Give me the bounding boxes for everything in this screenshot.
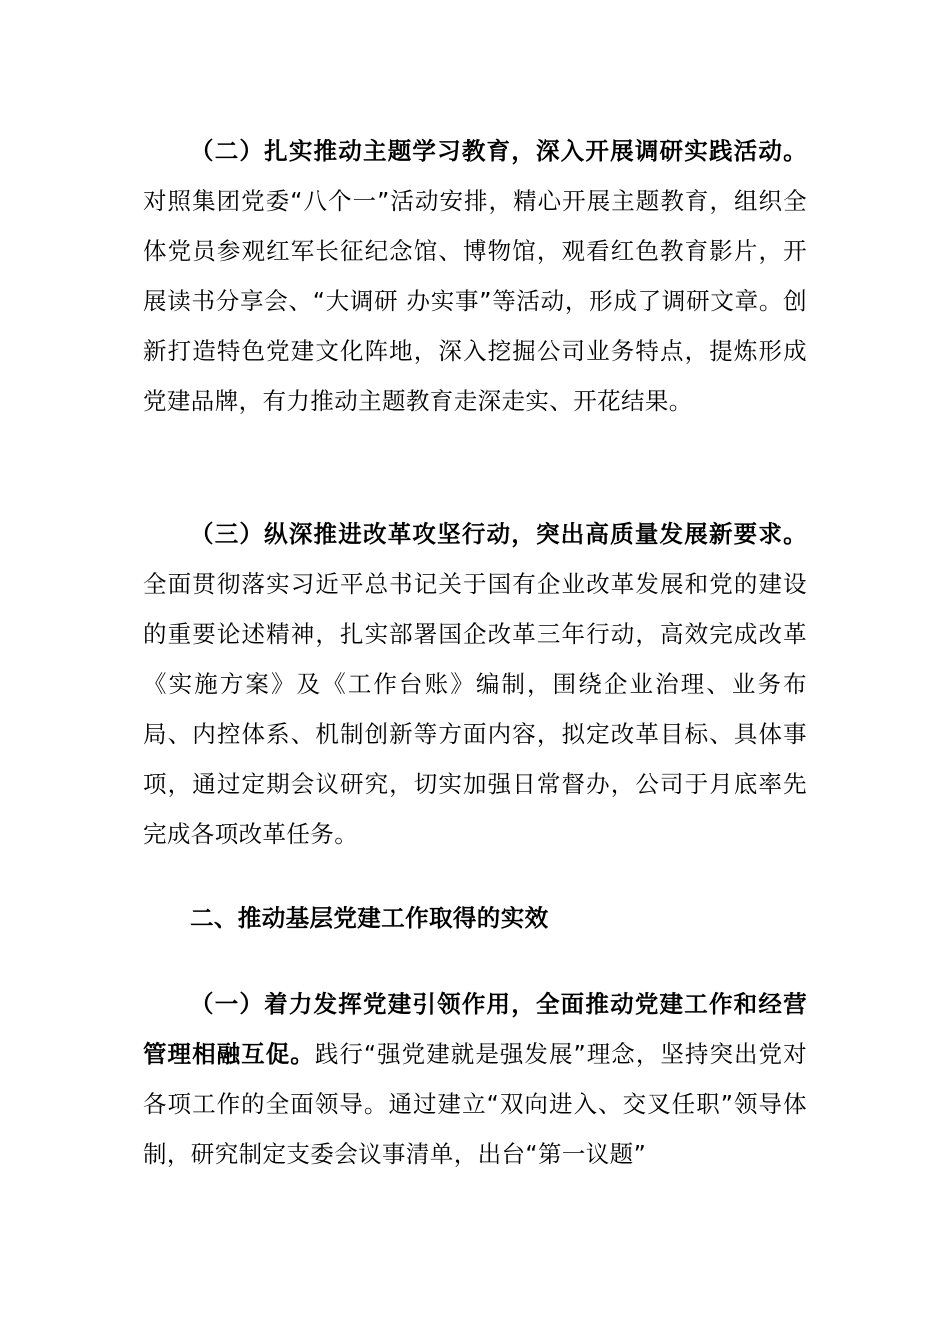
paragraph-lead: （二）扎实推动主题学习教育，深入开展调研实践活动。 (190, 137, 807, 165)
paragraph-study-education (143, 126, 807, 426)
paragraph-body: 对照集团党委“八个一”活动安排，精心开展主题教育，组织全体党员参观红军长征纪念馆、博物馆，观看红色教育影片，开展读书分享会、“大调研 办实事”等活动，形成了调研文章。创新打造特色党建文化阵地，深入挖掘公司业务特点，提炼形成党建品牌，有力推动主题教育走深走实、开花结果。 (143, 187, 807, 415)
paragraph-lead: （一）着力发挥党建引领作用，全面推动党建工作和经营管理相融互促。 (143, 990, 807, 1068)
paragraph-party-leadership (143, 979, 807, 1179)
paragraph-body: 践行“强党建就是强发展”理念，坚持突出党对各项工作的全面领导。通过建立“双向进入、交叉任职”领导体制，研究制定支委会议事清单，出台“第一议题” (143, 1040, 807, 1168)
paragraph-body: 全面贯彻落实习近平总书记关于国有企业改革发展和党的建设的重要论述精神，扎实部署国企改革三年行动，高效完成改革《实施方案》及《工作台账》编制，围绕企业治理、业务布局、内控体系、机制创新等方面内容，拟定改革目标、具体事项，通过定期会议研究，切实加强日常督办，公司于月底率先完成各项改革任务。 (143, 570, 807, 848)
paragraph-lead: （三）纵深推进改革攻坚行动，突出高质量发展新要求。 (190, 520, 807, 548)
section-heading: 二、推动基层党建工作取得的实效 (190, 904, 549, 932)
paragraph-reform-action (143, 509, 807, 859)
